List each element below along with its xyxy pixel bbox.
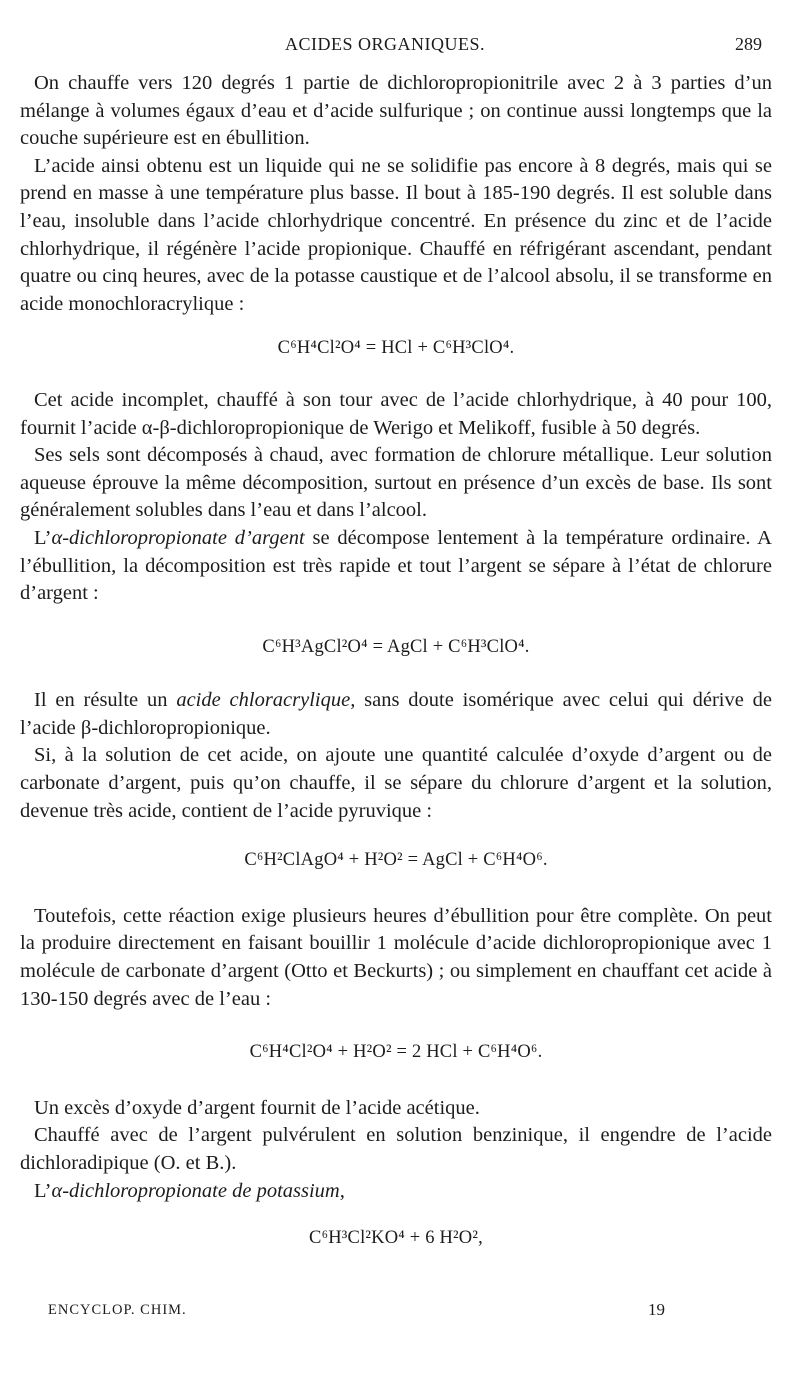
paragraph: Chauffé avec de l’argent pulvérulent en solution benzinique, il engendre de l’acide dichloradipique (O. et B.). [20,1124,772,1174]
paragraph: Ses sels sont décomposés à chaud, avec formation de chlorure métallique. Leur solution aqueuse éprouve la même décomposition, surtout en présence d’un excès de base. Ils sont généralement solubles dans l’eau et dans l’alcool. [20,444,772,522]
paragraph: L’acide ainsi obtenu est un liquide qui ne se solidifie pas encore à 8 degrés, mais qui se prend en masse à une température plus basse. Il bout à 185-190 degrés. Il est soluble dans l’eau, insoluble dans l’acide chlorhydrique concentré. En présence du zinc et de l’acide chlorhydrique, il régénère l’acide propionique. Chauffé en réfrigérant ascendant, pendant quatre ou cinq heures, avec de la potasse caustique et de l’alcool absolu, il se transforme en acide monochloracrylique : [20,154,772,315]
formula: C⁶H⁴Cl²O⁴ = HCl + C⁶H³ClO⁴. [277,338,515,359]
formula: C⁶H³AgCl²O⁴ = AgCl + C⁶H³ClO⁴. [262,636,530,657]
paragraph [20,687,772,742]
italic-term: α-dichloropropionate de potassium, [51,1179,345,1202]
paragraph-text: se décompose lentement à la température ordinaire. A l’ébullition, la décomposition est très rapide et tout l’argent se sépare à l’état de chlorure d’argent : [20,526,772,605]
paragraph: Toutefois, cette réaction exige plusieurs heures d’ébullition pour être complète. On peut la produire directement en faisant bouillir 1 molécule d’acide dichloropropionique avec 1 molécule de carbonate d’argent (Otto et Beckurts) ; ou simplement en chauffant cet acide à 130-150 degrés avec de l’eau : [20,904,772,1010]
paragraph-text: L’ [34,526,52,549]
paragraph-text: L’ [34,1179,52,1202]
paragraph-text: Il en résulte un [34,689,177,712]
paragraph [20,1178,772,1206]
paragraph: On chauffe vers 120 degrés 1 partie de dichloropropionitrile avec 2 à 3 parties d’un mélange à volumes égaux d’eau et d’acide sulfurique ; on continue aussi longtemps que la couche supérieure est en ébullition. [20,72,772,150]
formula: C⁶H⁴Cl²O⁴ + H²O² = 2 HCl + C⁶H⁴O⁶. [249,1042,543,1063]
page-number: 289 [735,34,762,54]
formula: C⁶H²ClAgO⁴ + H²O² = AgCl + C⁶H⁴O⁶. [244,850,548,871]
italic-term: α-dichloropropionate d’argent [51,526,305,549]
paragraph: Si, à la solution de cet acide, on ajoute une quantité calculée d’oxyde d’argent ou de carbonate d’argent, puis qu’on chauffe, il se sépare du chlorure d’argent et la solution, devenue très acide, contient de l’acide pyruvique : [20,744,772,822]
paragraph-text: sans doute isomérique avec celui qui dérive de l’acide β-dichloropropionique. [20,689,772,739]
running-head [0,34,800,64]
signature-mark: 19 [648,1300,665,1319]
paragraph: Un excès d’oxyde d’argent fournit de l’acide acétique. [34,1096,480,1119]
paragraph: Cet acide incomplet, chauffé à son tour avec de l’acide chlorhydrique, à 40 pour 100, fournit l’acide α-β-dichloropropionique de Werigo et Melikoff, fusible à 50 degrés. [20,388,772,439]
paragraph [20,525,772,608]
running-title: ACIDES ORGANIQUES. [285,34,486,54]
footer-series-title: ENCYCLOP. CHIM. [48,1302,187,1318]
italic-term: acide chloracrylique, [176,689,356,712]
formula: C⁶H³Cl²KO⁴ + 6 H²O², [309,1228,483,1249]
body-text [20,70,772,1253]
